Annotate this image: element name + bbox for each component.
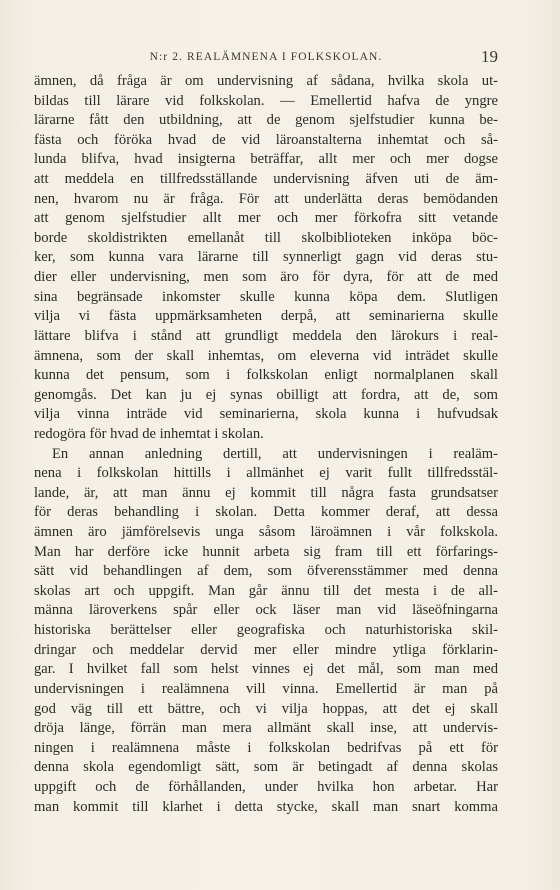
- paragraph-start-line: En annan anledning dertill, att undervisningen i realäm-: [52, 445, 498, 462]
- text-line: dringar och meddelar dervid mer eller mindre ytliga förklarin-: [34, 641, 498, 658]
- text-line: ämnen, då fråga är om undervisning af sådana, hvilka skola ut-: [34, 73, 498, 89]
- text-line: gar. I hvilket fall som helst vinnes ej det mål, som man med: [34, 661, 498, 678]
- text-line: skolas art och uppgift. Man går ännu till det mesta i de all-: [34, 582, 498, 599]
- text-line: sina begränsade inkomster skulle kunna köpa dem. Slutligen: [34, 288, 498, 305]
- text-line: lärarne fått den utbildning, att de genom sjelfstudier kunna be-: [34, 112, 498, 129]
- text-line: dier eller undervisning, men som äro för dyra, för att de med: [34, 269, 498, 286]
- text-line: kunna det pensum, som i folkskolan enligt normalplanen skall: [34, 367, 498, 384]
- body-text: [34, 72, 498, 817]
- text-line: lättare blifva i stånd att grundligt meddela den lärokurs i real-: [34, 327, 498, 344]
- text-line: lunda blifva, hvad insigterna beträffar, allt mer och mer dogse: [34, 151, 498, 168]
- text-line: för deras behandling i skolan. Detta kommer deraf, att dessa: [34, 504, 498, 521]
- text-line: bildas till lärare vid folkskolan. — Emellertid hafva de yngre: [34, 92, 498, 109]
- page-number: 19: [481, 47, 498, 66]
- text-line: att meddela en tillfredsställande undervisning äfven uti de äm-: [34, 171, 498, 188]
- text-line: ker, som kunna vara lärarne till synnerligt gagn vid deras stu-: [34, 249, 498, 266]
- text-line: historiska berättelser eller geografiska och naturhistoriska skil-: [34, 622, 498, 639]
- text-line: god väg till ett bättre, och vi vilja hoppas, att det ej skall: [34, 700, 498, 717]
- text-line: vilja vinna inträde vid seminarierna, skola kunna i hufvudsak: [34, 406, 498, 423]
- text-line: ämnen äro jämförelsevis unga såsom läroämnen i vår folkskola.: [34, 524, 498, 541]
- text-line: lande, är, att man ännu ej kommit till några fasta grundsatser: [34, 484, 498, 501]
- text-line: undervisningen i realämnena vill vinna. Emellertid är man på: [34, 680, 498, 697]
- text-line: Man har derföre icke hunnit arbeta sig fram till ett förfarings-: [34, 543, 498, 560]
- text-line: man kommit till klarhet i detta stycke, skall man snart komma: [34, 798, 498, 815]
- paragraph-end-line: redogöra för hvad de inhemtat i skolan.: [34, 425, 264, 442]
- text-line: fästa och föröka hvad de vid läroanstalterna inhemtat och så-: [34, 131, 498, 148]
- text-line: denna skola egendomligt sätt, som är betingadt af denna skolas: [34, 759, 498, 776]
- text-line: ningen i realämnena måste i folkskolan bedrifvas på ett för: [34, 739, 498, 756]
- text-line: dröja länge, förrän man mera allmänt skall inse, att undervis-: [34, 720, 498, 737]
- text-line: uppgift och de förhållanden, under hvilka hon arbetar. Har: [34, 778, 498, 795]
- text-line: genomgås. Det kan ju ej synas obilligt att fordra, att de, som: [34, 386, 498, 403]
- text-line: nen, hvarom nu är fråga. För att underlätta deras bemödanden: [34, 190, 498, 207]
- text-line: ämnena, som der skall inhemtas, om eleverna vid inträdet skulle: [34, 347, 498, 364]
- text-line: nena i folkskolan hittills i allmänhet ej varit fullt tillfredsstäl-: [34, 465, 498, 482]
- text-line: vilja vi fästa uppmärksamheten derpå, att seminarierna skulle: [34, 308, 498, 325]
- text-line: borde skoldistrikten emellanåt till skolbiblioteken inköpa böc-: [34, 229, 498, 246]
- text-line: att genom sjelfstudier allt mer och mer förkofra sitt vetande: [34, 210, 498, 227]
- text-line: männa läroverkens spår eller ock läser man vid läseöfningarna: [34, 602, 498, 619]
- text-line: sätt vid behandlingen af dem, som öfverensstämmer med denna: [34, 563, 498, 580]
- running-title: N:r 2. REALÄMNENA I FOLKSKOLAN.: [149, 51, 383, 63]
- page-header: [34, 47, 498, 69]
